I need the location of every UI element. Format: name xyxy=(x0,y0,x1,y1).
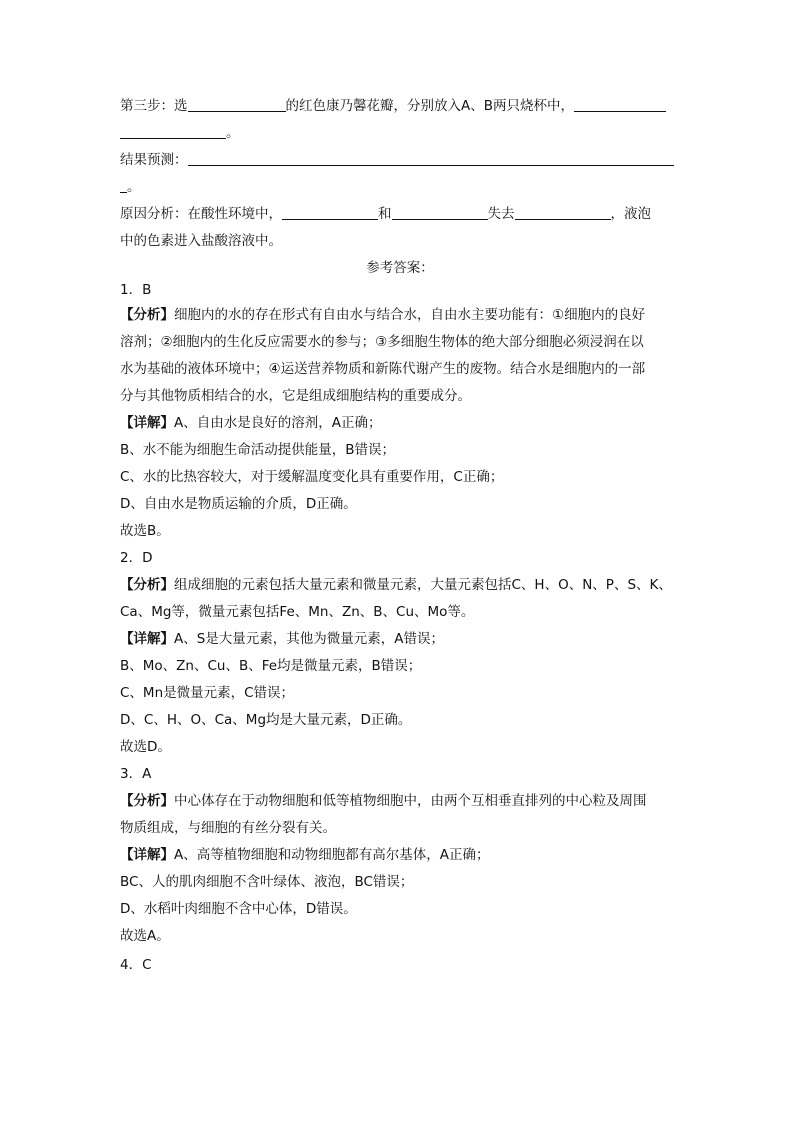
result-label: 结果预测： xyxy=(120,152,188,168)
analysis-tag: 【分析】 xyxy=(120,793,174,809)
q1-detail-d: D、自由水是物质运输的介质，D正确。 xyxy=(120,496,357,512)
blank-field xyxy=(188,97,286,112)
q2-choose: 故选D。 xyxy=(120,739,171,755)
q2-detail-b: B、Mo、Zn、Cu、B、Fe均是微量元素，B错误； xyxy=(120,658,422,674)
q3-analysis-line1 xyxy=(120,792,680,810)
q2-analysis-text: 组成细胞的元素包括大量元素和微量元素，大量元素包括C、H、O、N、P、S、K、 xyxy=(174,577,672,593)
q3-detail-a xyxy=(120,846,680,864)
step3-line2 xyxy=(120,124,680,142)
reason-and: 和 xyxy=(378,206,392,222)
blank-field xyxy=(282,205,378,220)
q3-analysis-text: 中心体存在于动物细胞和低等植物细胞中，由两个互相垂直排列的中心粒及周围 xyxy=(174,793,647,809)
result-line1 xyxy=(120,151,680,169)
q1-detail-b: B、水不能为细胞生命活动提供能量，B错误； xyxy=(120,442,396,458)
detail-tag: 【详解】 xyxy=(120,847,174,863)
step3-line1 xyxy=(120,97,680,115)
q2-detail-d: D、C、H、O、Ca、Mg均是大量元素，D正确。 xyxy=(120,712,412,728)
detail-tag: 【详解】 xyxy=(120,415,174,431)
blank-field xyxy=(120,178,127,193)
answers-title: 参考答案： xyxy=(366,260,434,276)
reason-line1 xyxy=(120,205,680,223)
q1-analysis-line4: 分与其他物质相结合的水，它是组成细胞结构的重要成分。 xyxy=(120,388,471,404)
blank-field xyxy=(392,205,488,220)
q2-detail-a-text: A、S是大量元素，其他为微量元素，A错误； xyxy=(174,631,445,647)
analysis-tag: 【分析】 xyxy=(120,577,174,593)
q3-choose: 故选A。 xyxy=(120,928,170,944)
result-line2 xyxy=(120,178,680,196)
q1-analysis-line2: 溶剂；②细胞内的生化反应需要水的参与；③多细胞生物体的绝大部分细胞必须浸润在以 xyxy=(120,334,644,350)
q1-choose: 故选B。 xyxy=(120,523,170,539)
q3-detail-d: D、水稻叶肉细胞不含中心体，D错误。 xyxy=(120,901,357,917)
q2-detail-c: C、Mn是微量元素，C错误； xyxy=(120,685,295,701)
step3-end: 。 xyxy=(226,125,240,141)
q1-detail-c: C、水的比热容较大，对于缓解温度变化具有重要作用，C正确； xyxy=(120,469,504,485)
q1-number: 1．B xyxy=(120,282,152,298)
blank-field xyxy=(188,151,674,166)
blank-field xyxy=(574,97,666,112)
q3-detail-bc: BC、人的肌肉细胞不含叶绿体、液泡，BC错误； xyxy=(120,874,414,890)
q3-number: 3．A xyxy=(120,766,152,782)
detail-tag: 【详解】 xyxy=(120,631,174,647)
step3-middle: 的红色康乃馨花瓣，分别放入A、B两只烧杯中， xyxy=(285,98,574,114)
blank-field xyxy=(120,124,226,139)
reason-tail: ，液泡 xyxy=(610,206,651,222)
q1-analysis-text: 细胞内的水的存在形式有自由水与结合水，自由水主要功能有：①细胞内的良好 xyxy=(174,307,646,323)
blank-field xyxy=(515,205,611,220)
q3-detail-a-text: A、高等植物细胞和动物细胞都有高尔基体，A正确； xyxy=(174,847,490,863)
analysis-tag: 【分析】 xyxy=(120,307,174,323)
q1-analysis-line1 xyxy=(120,306,680,324)
q2-detail-a xyxy=(120,630,680,648)
reason-label: 原因分析：在酸性环境中， xyxy=(120,206,282,222)
reason-line2: 中的色素进入盐酸溶液中。 xyxy=(120,233,282,249)
result-end: 。 xyxy=(127,179,141,195)
reason-lose: 失去 xyxy=(487,206,515,222)
q2-number: 2．D xyxy=(120,550,153,566)
q1-analysis-line3: 水为基础的液体环境中；④运送营养物质和新陈代谢产生的废物。结合水是细胞内的一部 xyxy=(120,361,646,377)
q2-analysis-line2: Ca、Mg等，微量元素包括Fe、Mn、Zn、B、Cu、Mo等。 xyxy=(120,604,475,620)
q1-detail-a xyxy=(120,414,680,432)
q3-analysis-line2: 物质组成，与细胞的有丝分裂有关。 xyxy=(120,820,336,836)
step3-prefix: 第三步：选 xyxy=(120,98,188,114)
q1-detail-a-text: A、自由水是良好的溶剂，A正确； xyxy=(174,415,382,431)
q4-number: 4．C xyxy=(120,957,152,973)
q2-analysis-line1 xyxy=(120,576,680,594)
